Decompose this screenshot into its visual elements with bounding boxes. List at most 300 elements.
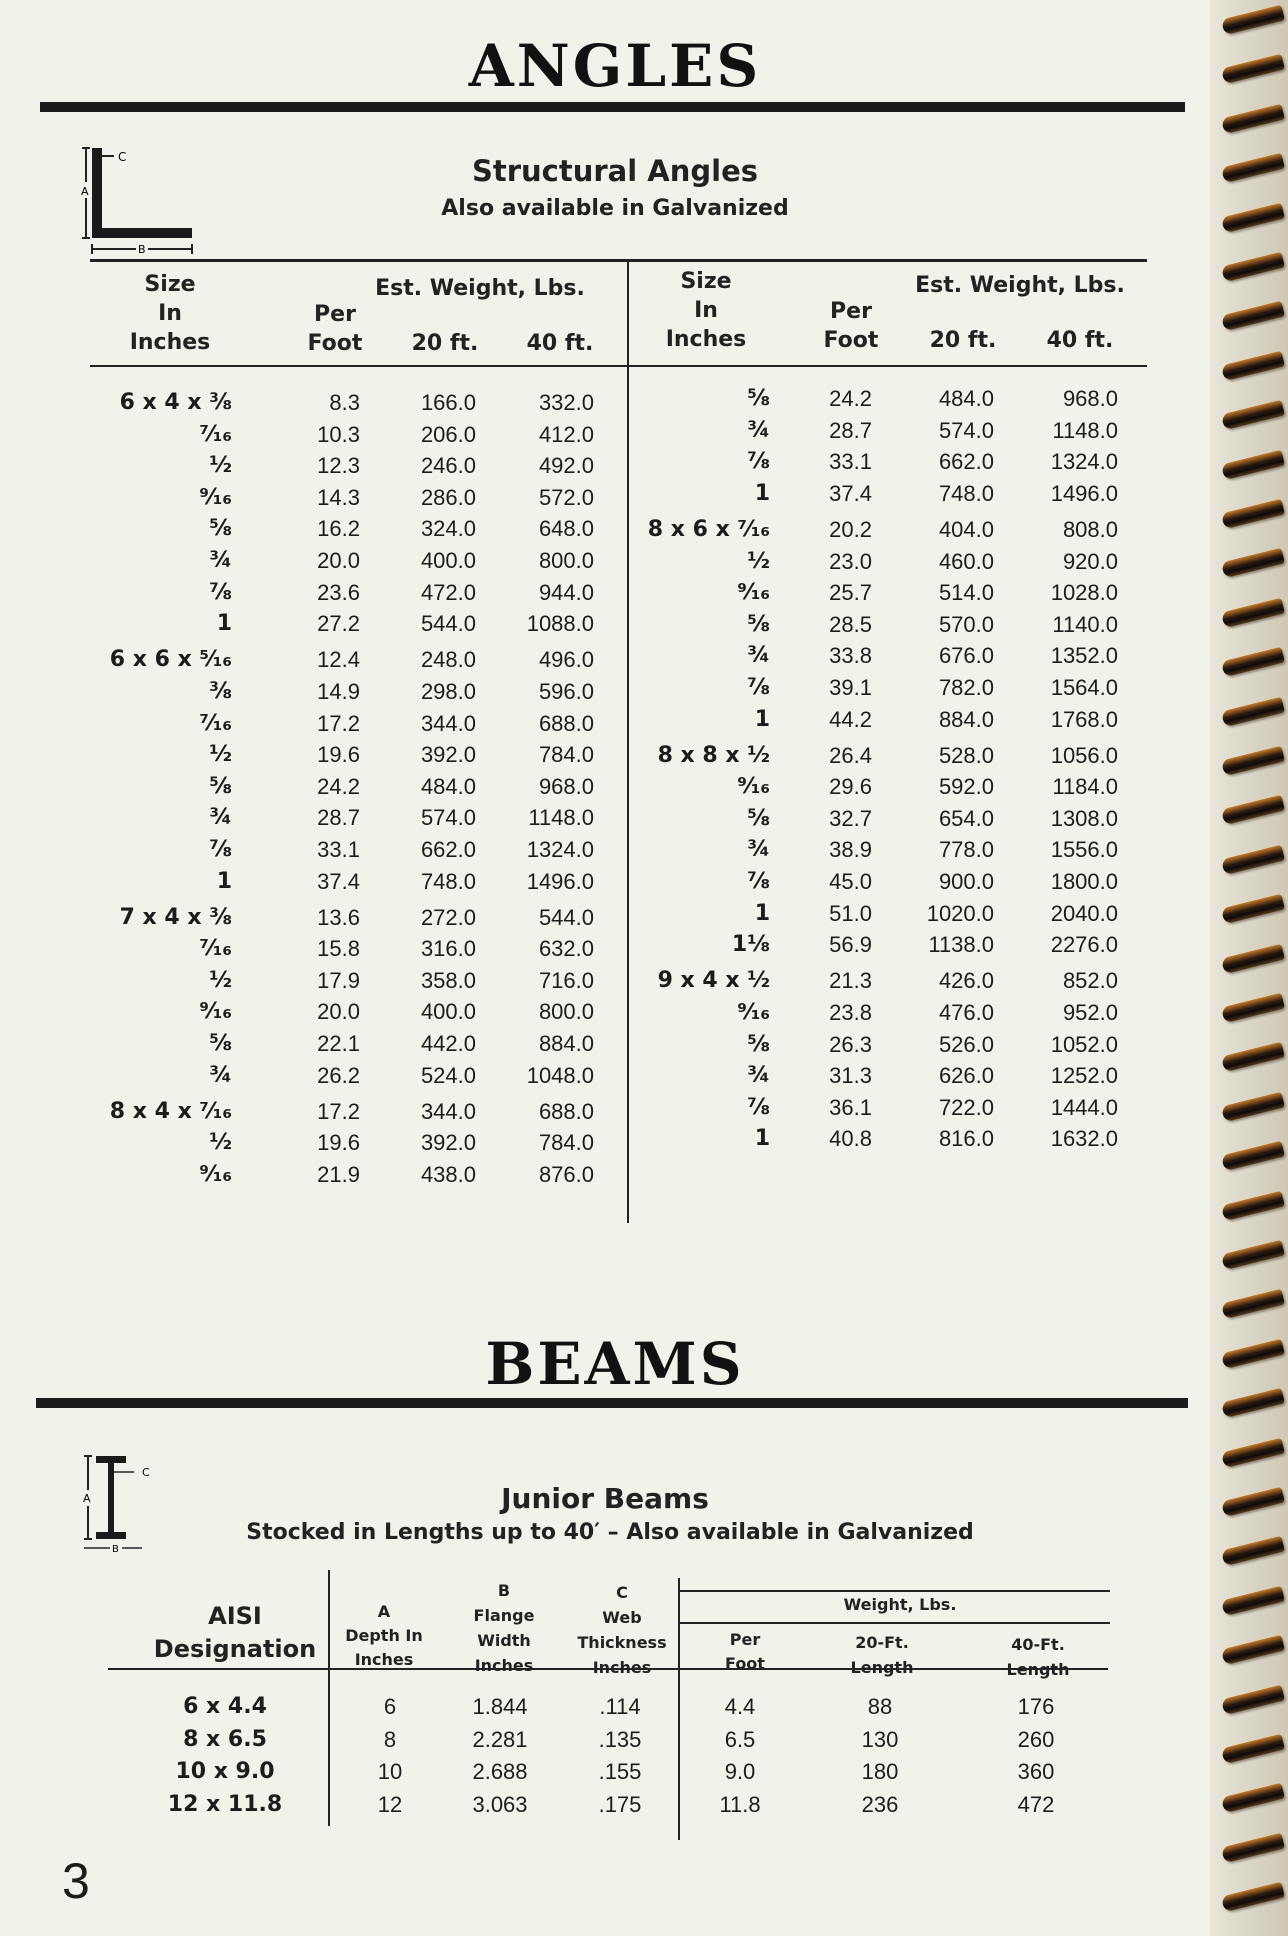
angle-size-cell: ⁷⁄₁₆ [199, 421, 232, 447]
angle-20ft-cell: 286.0 [420, 484, 476, 510]
angle-per-foot-cell: 23.8 [829, 999, 872, 1025]
angle-per-foot-cell: 51.0 [829, 900, 872, 926]
angle-20ft-cell: 166.0 [420, 390, 476, 415]
angle-40ft-cell: 1056.0 [1050, 742, 1118, 768]
spiral-coil [1221, 1191, 1285, 1222]
angle-20ft-cell: 404.0 [938, 516, 994, 542]
angle-size-cell: ⅝ [747, 386, 770, 411]
angle-profile-icon [80, 140, 200, 255]
angle-row [0, 707, 1288, 737]
spiral-coil [1221, 5, 1285, 36]
beams-title-rule [36, 1398, 1188, 1408]
beam-depth-cell: 6 [383, 1694, 397, 1719]
beams-header-per-foot: Per Foot [725, 1630, 765, 1673]
angle-per-foot-cell: 33.8 [829, 643, 872, 669]
angle-40ft-cell: 2040.0 [1050, 900, 1118, 926]
angle-40ft-cell: 1324.0 [1050, 449, 1118, 475]
spiral-coil [1221, 153, 1285, 184]
beams-weight-top-rule [680, 1590, 1110, 1592]
angle-per-foot-cell: 39.1 [829, 674, 872, 700]
angle-size-cell: ⁹⁄₁₆ [199, 1161, 232, 1187]
angle-20ft-cell: 570.0 [938, 611, 994, 637]
beam-20ft-cell: 88 [867, 1694, 893, 1719]
angle-20ft-cell: 574.0 [420, 805, 476, 831]
beam-designation-cell: 10 x 9.0 [175, 1759, 275, 1784]
angle-size-cell: ⅞ [747, 449, 770, 475]
angle-row [0, 580, 1288, 610]
angle-row [0, 932, 1288, 962]
angle-20ft-cell: 900.0 [938, 869, 994, 894]
angle-per-foot-cell: 15.8 [317, 936, 360, 962]
spiral-coil [1221, 1833, 1285, 1864]
angle-20ft-cell: 526.0 [938, 1031, 994, 1057]
angle-size-cell: ⅜ [209, 678, 232, 704]
beams-header-weight: Weight, Lbs. [843, 1595, 957, 1614]
beams-section-title: BEAMS [485, 1330, 745, 1398]
angle-40ft-cell: 332.0 [538, 390, 594, 415]
angle-per-foot-cell: 26.4 [829, 742, 872, 768]
angle-size-cell: ¾ [747, 837, 770, 863]
angle-size-cell: ½ [209, 1130, 232, 1156]
angle-row [0, 1095, 1288, 1125]
angle-row [0, 806, 1288, 836]
angle-40ft-cell: 784.0 [538, 742, 594, 768]
angle-20ft-cell: 344.0 [420, 710, 476, 736]
beam-row [0, 1759, 1288, 1792]
angle-size-cell: ⁹⁄₁₆ [199, 999, 232, 1025]
angle-20ft-cell: 344.0 [420, 1098, 476, 1124]
spiral-coil [1221, 1487, 1285, 1518]
angle-size-cell: ¾ [209, 548, 232, 573]
beams-subtitle: Junior Beams [501, 1482, 709, 1515]
beam-per-foot-cell: 9.0 [724, 1759, 756, 1784]
angle-40ft-cell: 1800.0 [1050, 869, 1118, 894]
angle-per-foot-cell: 45.0 [829, 869, 872, 894]
spiral-coil [1221, 1388, 1285, 1419]
angle-per-foot-cell: 38.9 [829, 837, 872, 863]
angle-20ft-cell: 544.0 [420, 611, 476, 637]
angle-row [0, 968, 1288, 998]
angles-header-20ft-left: 20 ft. [411, 331, 479, 356]
beam-web-cell: .175 [598, 1791, 642, 1817]
angle-20ft-cell: 884.0 [938, 706, 994, 732]
angle-40ft-cell: 544.0 [538, 904, 594, 930]
angle-40ft-cell: 800.0 [538, 548, 594, 573]
angles-subtitle-galvanized: Also available in Galvanized [441, 196, 789, 221]
spiral-coil [1221, 301, 1285, 332]
angle-row [0, 418, 1288, 448]
angles-header-40ft-right: 40 ft. [1046, 328, 1114, 353]
angle-per-foot-cell: 32.7 [829, 805, 872, 831]
beam-flange-cell: 2.688 [472, 1759, 528, 1784]
angle-20ft-cell: 484.0 [938, 386, 994, 411]
angle-20ft-cell: 782.0 [938, 674, 994, 700]
beam-20ft-cell: 130 [861, 1726, 899, 1752]
angle-20ft-cell: 392.0 [420, 742, 476, 768]
beams-header-depth: A Depth In Inches [345, 1602, 423, 1669]
angle-20ft-cell: 662.0 [420, 836, 476, 862]
angle-20ft-cell: 442.0 [420, 1031, 476, 1056]
angle-40ft-cell: 884.0 [538, 1031, 594, 1056]
angle-size-cell: ¾ [747, 1063, 770, 1089]
angle-40ft-cell: 492.0 [538, 453, 594, 479]
angle-40ft-cell: 1048.0 [526, 1062, 594, 1088]
beam-flange-cell: 1.844 [472, 1694, 528, 1719]
angle-per-foot-cell: 21.9 [317, 1161, 360, 1187]
angle-40ft-cell: 632.0 [538, 936, 594, 962]
beam-designation-cell: 12 x 11.8 [167, 1791, 283, 1817]
angle-20ft-cell: 816.0 [938, 1126, 994, 1152]
spiral-coil [1221, 1289, 1285, 1320]
angle-label-b: B [138, 243, 146, 255]
angle-label-c: C [118, 150, 127, 164]
angle-row [0, 1126, 1288, 1156]
beams-weight-sub-rule [680, 1622, 1110, 1624]
angle-row [0, 1162, 1288, 1192]
angle-per-foot-cell: 19.6 [317, 1130, 360, 1156]
angle-20ft-cell: 722.0 [938, 1094, 994, 1120]
beam-40ft-cell: 360 [1017, 1759, 1055, 1784]
angle-40ft-cell: 2276.0 [1050, 932, 1118, 958]
angle-40ft-cell: 688.0 [538, 710, 594, 736]
beam-profile-icon [82, 1452, 162, 1552]
angle-size-cell: 1⅛ [731, 932, 770, 958]
angle-20ft-cell: 626.0 [938, 1063, 994, 1089]
beam-per-foot-cell: 6.5 [724, 1726, 756, 1752]
angle-size-cell: 1 [754, 900, 770, 926]
beam-row [0, 1792, 1288, 1825]
angle-40ft-cell: 496.0 [538, 647, 594, 673]
angle-size-cell: ¾ [209, 1062, 232, 1088]
beam-row [0, 1694, 1288, 1727]
beam-20ft-cell: 236 [861, 1791, 899, 1817]
angle-per-foot-cell: 12.4 [317, 647, 360, 673]
angle-40ft-cell: 688.0 [538, 1098, 594, 1124]
angle-size-cell: 1 [216, 868, 232, 894]
angle-20ft-cell: 206.0 [420, 421, 476, 447]
angle-row [0, 1000, 1288, 1030]
beam-label-c: C [142, 1466, 150, 1479]
spiral-coil [1221, 1882, 1285, 1913]
angle-size-cell: ⅝ [209, 1031, 232, 1056]
angle-per-foot-cell: 20.0 [317, 999, 360, 1025]
angles-header-size-right: Size In Inches [665, 269, 747, 352]
angle-per-foot-cell: 8.3 [329, 390, 360, 415]
spiral-coil [1221, 1240, 1285, 1271]
angle-row [0, 612, 1288, 642]
angle-20ft-cell: 358.0 [420, 967, 476, 993]
angle-20ft-cell: 460.0 [938, 548, 994, 574]
angle-size-cell: ⁷⁄₁₆ [199, 936, 232, 962]
angle-row [0, 549, 1288, 579]
angle-row [0, 386, 1288, 416]
angle-40ft-cell: 1352.0 [1050, 643, 1118, 669]
angle-per-foot-cell: 26.3 [829, 1031, 872, 1057]
angle-per-foot-cell: 12.3 [317, 453, 360, 479]
spiral-coil [1221, 252, 1285, 283]
angle-40ft-cell: 968.0 [1062, 386, 1118, 411]
angles-header-20ft-right: 20 ft. [929, 328, 997, 353]
angle-40ft-cell: 1632.0 [1050, 1126, 1118, 1152]
angle-per-foot-cell: 23.0 [829, 548, 872, 574]
angle-size-cell: 6 x 4 x ⅜ [119, 390, 232, 415]
angle-40ft-cell: 1308.0 [1050, 805, 1118, 831]
angles-header-40ft-left: 40 ft. [526, 331, 594, 356]
angle-40ft-cell: 800.0 [538, 999, 594, 1025]
angle-size-cell: ⅝ [747, 611, 770, 637]
angle-40ft-cell: 572.0 [538, 484, 594, 510]
angle-20ft-cell: 400.0 [420, 548, 476, 573]
spiral-coil [1221, 1635, 1285, 1666]
beam-web-cell: .135 [598, 1726, 642, 1752]
angle-row [0, 1032, 1288, 1062]
angles-header-per-foot-right: Per Foot [823, 299, 879, 353]
angle-size-cell: 8 x 4 x ⁷⁄₁₆ [109, 1098, 232, 1124]
angle-40ft-cell: 1564.0 [1050, 674, 1118, 700]
angle-20ft-cell: 272.0 [420, 904, 476, 930]
angle-size-cell: 8 x 8 x ½ [657, 742, 770, 768]
angle-20ft-cell: 524.0 [420, 1062, 476, 1088]
angle-row [0, 837, 1288, 867]
angle-40ft-cell: 784.0 [538, 1130, 594, 1156]
angle-row [0, 869, 1288, 899]
angle-per-foot-cell: 19.6 [317, 742, 360, 768]
angle-40ft-cell: 1148.0 [528, 805, 594, 831]
angle-20ft-cell: 248.0 [420, 647, 476, 673]
angle-40ft-cell: 412.0 [538, 421, 594, 447]
beam-designation-cell: 8 x 6.5 [183, 1726, 267, 1752]
angle-40ft-cell: 596.0 [538, 678, 594, 704]
angle-40ft-cell: 1052.0 [1050, 1031, 1118, 1057]
beam-depth-cell: 12 [377, 1791, 403, 1817]
angle-size-cell: 7 x 4 x ⅜ [119, 904, 232, 930]
angle-per-foot-cell: 10.3 [317, 421, 360, 447]
angle-size-cell: ¾ [747, 643, 770, 669]
angle-size-cell: 9 x 4 x ½ [657, 968, 770, 994]
beam-20ft-cell: 180 [861, 1759, 899, 1784]
angle-row [0, 774, 1288, 804]
angle-40ft-cell: 852.0 [1062, 968, 1118, 994]
angle-per-foot-cell: 24.2 [317, 773, 360, 799]
angle-row [0, 1063, 1288, 1093]
beam-designation-cell: 6 x 4.4 [183, 1694, 267, 1719]
angle-size-cell: ⅝ [209, 516, 232, 542]
spiral-coil [1221, 1339, 1285, 1370]
angle-per-foot-cell: 33.1 [829, 449, 872, 475]
beams-header-flange: B Flange Width Inches [473, 1581, 535, 1675]
angle-40ft-cell: 1140.0 [1052, 611, 1118, 637]
angle-per-foot-cell: 28.5 [829, 611, 872, 637]
angle-size-cell: ⅝ [747, 805, 770, 831]
angle-per-foot-cell: 28.7 [317, 805, 360, 831]
beam-per-foot-cell: 11.8 [719, 1791, 761, 1817]
angle-per-foot-cell: 22.1 [317, 1031, 360, 1056]
angle-row [0, 449, 1288, 479]
angle-per-foot-cell: 27.2 [317, 611, 360, 637]
angle-size-cell: ½ [209, 967, 232, 993]
angles-table-header-rule [90, 365, 1147, 367]
beam-per-foot-cell: 4.4 [724, 1694, 756, 1719]
angle-20ft-cell: 400.0 [420, 999, 476, 1025]
angles-title-rule [40, 102, 1185, 112]
angle-40ft-cell: 1496.0 [526, 868, 594, 894]
angle-per-foot-cell: 25.7 [829, 580, 872, 606]
angle-row [0, 675, 1288, 705]
angle-per-foot-cell: 37.4 [317, 868, 360, 894]
beam-flange-cell: 2.281 [472, 1726, 528, 1752]
angle-row [0, 743, 1288, 773]
spiral-coil [1221, 1438, 1285, 1469]
angle-40ft-cell: 944.0 [538, 579, 594, 605]
spiral-coil [1221, 351, 1285, 382]
angle-per-foot-cell: 17.2 [317, 710, 360, 736]
beam-web-cell: .155 [598, 1759, 642, 1784]
angle-size-cell: ⅞ [209, 836, 232, 862]
beams-header-web: C Web Thickness Inches [577, 1583, 667, 1677]
angle-size-cell: ⁹⁄₁₆ [737, 580, 770, 606]
angle-per-foot-cell: 17.2 [317, 1098, 360, 1124]
angle-20ft-cell: 472.0 [420, 579, 476, 605]
angles-header-per-foot-left: Per Foot [307, 302, 363, 356]
beam-flange-cell: 3.063 [472, 1791, 528, 1817]
angle-size-cell: ¾ [209, 805, 232, 831]
angle-size-cell: ¾ [747, 417, 770, 443]
spiral-coil [1221, 1586, 1285, 1617]
spiral-coil [1221, 1536, 1285, 1567]
angle-size-cell: 1 [754, 1126, 770, 1152]
beam-40ft-cell: 176 [1017, 1694, 1055, 1719]
beams-header-20ft: 20-Ft. Length [850, 1633, 914, 1677]
beam-web-cell: .114 [599, 1694, 641, 1719]
angle-per-foot-cell: 44.2 [829, 706, 872, 732]
angle-40ft-cell: 952.0 [1062, 999, 1118, 1025]
angle-per-foot-cell: 26.2 [317, 1062, 360, 1088]
angle-20ft-cell: 654.0 [938, 805, 994, 831]
angle-row [0, 643, 1288, 673]
angle-size-cell: 1 [754, 480, 770, 506]
angle-40ft-cell: 920.0 [1062, 548, 1118, 574]
angle-20ft-cell: 426.0 [938, 968, 994, 994]
angle-per-foot-cell: 24.2 [829, 386, 872, 411]
angle-per-foot-cell: 37.4 [829, 480, 872, 506]
angle-40ft-cell: 648.0 [538, 516, 594, 542]
angles-subtitle: Structural Angles [471, 154, 759, 188]
beams-header-40ft: 40-Ft. Length [1006, 1635, 1070, 1679]
angle-20ft-cell: 662.0 [938, 449, 994, 475]
angle-20ft-cell: 1138.0 [928, 932, 994, 958]
angle-size-cell: 1 [216, 611, 232, 637]
beam-label-a: A [83, 1492, 91, 1505]
angle-size-cell: ⁷⁄₁₆ [199, 710, 232, 736]
angle-40ft-cell: 1556.0 [1050, 837, 1118, 863]
angle-size-cell: ⅝ [209, 773, 232, 799]
angle-size-cell: ⅝ [747, 1031, 770, 1057]
angle-20ft-cell: 476.0 [938, 999, 994, 1025]
angle-40ft-cell: 1252.0 [1050, 1063, 1118, 1089]
angle-row [0, 517, 1288, 547]
angle-per-foot-cell: 14.9 [317, 678, 360, 704]
angle-40ft-cell: 1496.0 [1050, 480, 1118, 506]
angle-40ft-cell: 1324.0 [526, 836, 594, 862]
angle-per-foot-cell: 23.6 [317, 579, 360, 605]
angle-20ft-cell: 438.0 [420, 1161, 476, 1187]
angle-20ft-cell: 592.0 [938, 774, 994, 800]
angle-40ft-cell: 716.0 [538, 967, 594, 993]
angle-per-foot-cell: 31.3 [829, 1063, 872, 1089]
angle-20ft-cell: 748.0 [420, 868, 476, 894]
angle-20ft-cell: 574.0 [938, 417, 994, 443]
angle-40ft-cell: 1184.0 [1052, 774, 1118, 800]
angle-per-foot-cell: 36.1 [829, 1094, 872, 1120]
spiral-coil [1221, 104, 1285, 135]
page-number: 3 [62, 1853, 90, 1909]
angle-20ft-cell: 392.0 [420, 1130, 476, 1156]
angle-size-cell: ⅞ [209, 579, 232, 605]
angle-20ft-cell: 298.0 [420, 678, 476, 704]
angles-section-title: ANGLES [468, 32, 762, 100]
angle-per-foot-cell: 17.9 [317, 967, 360, 993]
angle-40ft-cell: 1148.0 [1052, 417, 1118, 443]
angle-20ft-cell: 748.0 [938, 480, 994, 506]
angle-20ft-cell: 514.0 [938, 580, 994, 606]
angle-per-foot-cell: 20.2 [829, 516, 872, 542]
beams-subtitle-stock: Stocked in Lengths up to 40′ – Also available in Galvanized [246, 1520, 974, 1545]
angles-header-size-left: Size In Inches [129, 272, 211, 355]
angles-header-est-weight-left: Est. Weight, Lbs. [375, 276, 585, 301]
angle-20ft-cell: 676.0 [938, 643, 994, 669]
angle-size-cell: 1 [754, 706, 770, 732]
angle-20ft-cell: 484.0 [420, 773, 476, 799]
angle-per-foot-cell: 16.2 [317, 516, 360, 542]
beam-depth-cell: 10 [377, 1759, 403, 1784]
angle-size-cell: 6 x 6 x ⁵⁄₁₆ [109, 647, 232, 673]
angle-size-cell: ⁹⁄₁₆ [737, 999, 770, 1025]
angle-20ft-cell: 528.0 [938, 742, 994, 768]
angle-per-foot-cell: 56.9 [829, 932, 872, 958]
beam-depth-cell: 8 [383, 1726, 397, 1752]
beam-40ft-cell: 260 [1017, 1726, 1055, 1752]
angle-row [0, 481, 1288, 511]
angle-size-cell: ½ [209, 742, 232, 768]
angle-per-foot-cell: 21.3 [829, 968, 872, 994]
angle-40ft-cell: 1768.0 [1050, 706, 1118, 732]
angle-size-cell: ⅞ [747, 674, 770, 700]
beam-40ft-cell: 472 [1017, 1791, 1055, 1817]
angle-size-cell: ⁹⁄₁₆ [737, 774, 770, 800]
angle-40ft-cell: 876.0 [538, 1161, 594, 1187]
angle-size-cell: ⁹⁄₁₆ [199, 484, 232, 510]
angle-40ft-cell: 968.0 [538, 773, 594, 799]
angle-per-foot-cell: 14.3 [317, 484, 360, 510]
angle-size-cell: ½ [209, 453, 232, 479]
spiral-coil [1221, 203, 1285, 234]
beam-row [0, 1727, 1288, 1760]
angles-header-est-weight-right: Est. Weight, Lbs. [915, 273, 1125, 298]
angle-per-foot-cell: 28.7 [829, 417, 872, 443]
angle-row [0, 901, 1288, 931]
angles-table-top-rule [90, 259, 1147, 262]
angle-20ft-cell: 778.0 [938, 837, 994, 863]
angle-label-a: A [81, 185, 89, 198]
angle-per-foot-cell: 33.1 [317, 836, 360, 862]
spiral-coil [1221, 54, 1285, 85]
angle-20ft-cell: 246.0 [420, 453, 476, 479]
angle-40ft-cell: 1088.0 [526, 611, 594, 637]
angle-per-foot-cell: 20.0 [317, 548, 360, 573]
angle-size-cell: 8 x 6 x ⁷⁄₁₆ [647, 516, 770, 542]
angle-40ft-cell: 808.0 [1062, 516, 1118, 542]
angle-20ft-cell: 316.0 [420, 936, 476, 962]
